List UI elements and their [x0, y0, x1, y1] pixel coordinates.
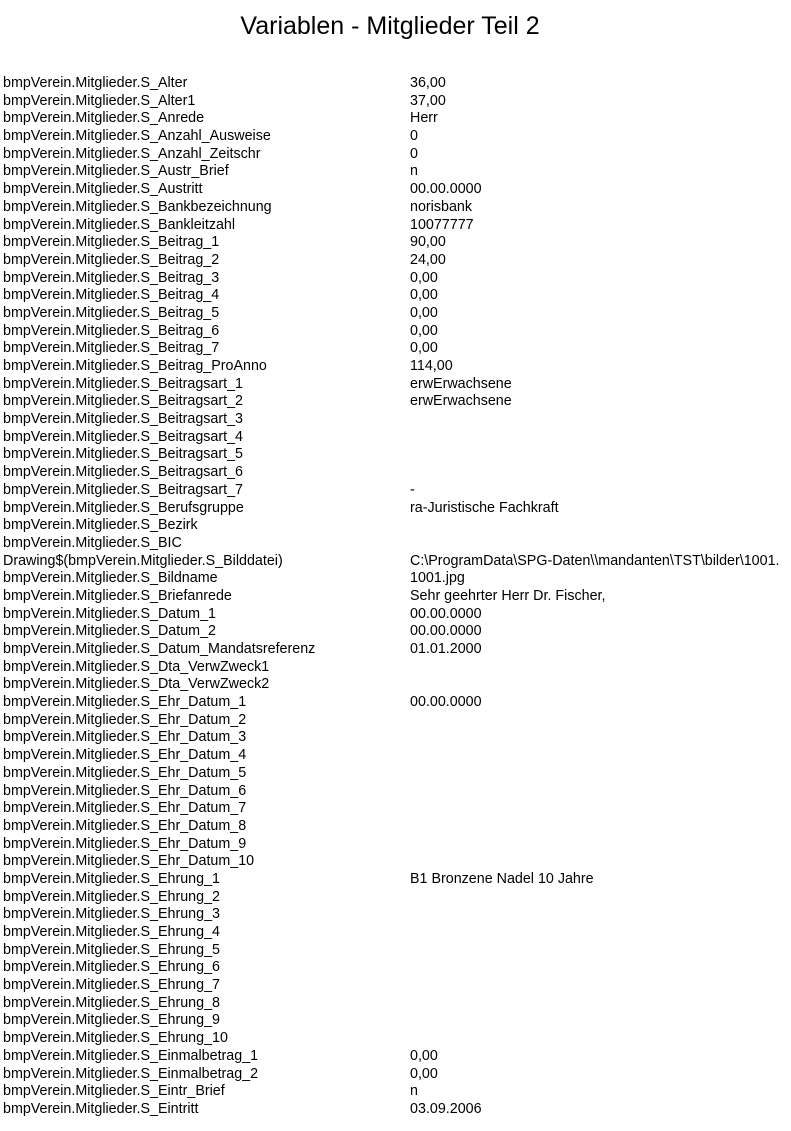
variable-name: bmpVerein.Mitglieder.S_Beitrag_2	[3, 251, 220, 268]
variable-name: bmpVerein.Mitglieder.S_Ehrung_4	[3, 924, 220, 940]
variable-row	[3, 305, 788, 323]
variable-row	[3, 252, 788, 270]
variable-row	[3, 606, 788, 624]
variable-row	[3, 464, 788, 482]
variable-name: bmpVerein.Mitglieder.S_Briefanrede	[3, 587, 232, 604]
variable-name: bmpVerein.Mitglieder.S_Anzahl_Ausweise	[3, 128, 271, 145]
variable-name: bmpVerein.Mitglieder.S_Anrede	[3, 110, 205, 127]
variable-value: 90,00	[410, 234, 446, 251]
variable-name: bmpVerein.Mitglieder.S_Beitragsart_2	[3, 393, 244, 410]
variable-value: 24,00	[410, 251, 446, 268]
variable-name: bmpVerein.Mitglieder.S_Ehrung_5	[3, 941, 220, 958]
variable-value: 0	[410, 145, 418, 162]
variable-value: C:\ProgramData\SPG-Daten\\mandanten\TST\bilder\1001.	[410, 552, 780, 569]
variable-value: n	[410, 163, 418, 180]
variable-row	[3, 234, 788, 252]
variable-name: bmpVerein.Mitglieder.S_Beitrag_1	[3, 234, 220, 251]
variable-value: 10077777	[410, 216, 474, 233]
variable-row	[3, 75, 788, 93]
variable-row	[3, 783, 788, 801]
variable-name: bmpVerein.Mitglieder.S_Bezirk	[3, 517, 198, 534]
variable-name: bmpVerein.Mitglieder.S_Alter1	[3, 92, 196, 109]
variable-name: bmpVerein.Mitglieder.S_Datum_1	[3, 605, 216, 622]
variable-row	[3, 93, 788, 111]
variable-row	[3, 181, 788, 199]
variable-value: erwErwachsene	[410, 393, 512, 410]
variable-name: bmpVerein.Mitglieder.S_Beitrag_4	[3, 287, 220, 304]
variable-row	[3, 588, 788, 606]
variable-row	[3, 853, 788, 871]
variable-name: bmpVerein.Mitglieder.S_Berufsgruppe	[3, 499, 244, 516]
variable-value: norisbank	[410, 198, 472, 215]
variable-name: bmpVerein.Mitglieder.S_Alter	[3, 75, 188, 91]
variable-name: bmpVerein.Mitglieder.S_BIC	[3, 534, 182, 551]
variable-value: 01.01.2000	[410, 641, 482, 657]
variable-row	[3, 1030, 788, 1048]
variable-row	[3, 959, 788, 977]
variable-name: bmpVerein.Mitglieder.S_Ehrung_9	[3, 1012, 220, 1029]
variable-value: 0,00	[410, 322, 438, 339]
variable-value: 00.00.0000	[410, 181, 482, 198]
variable-value: ra-Juristische Fachkraft	[410, 499, 559, 516]
variable-row	[3, 376, 788, 394]
variable-row	[3, 482, 788, 500]
variable-row	[3, 712, 788, 730]
variable-name: bmpVerein.Mitglieder.S_Ehr_Datum_5	[3, 764, 247, 781]
variable-row	[3, 1066, 788, 1084]
variable-value: 36,00	[410, 75, 446, 91]
variable-row	[3, 1012, 788, 1030]
variable-name: Drawing$(bmpVerein.Mitglieder.S_Bilddatei)	[3, 552, 283, 569]
variable-name: bmpVerein.Mitglieder.S_Ehrung_1	[3, 870, 220, 887]
variable-name: bmpVerein.Mitglieder.S_Beitrag_3	[3, 269, 220, 286]
variable-name: bmpVerein.Mitglieder.S_Bankbezeichnung	[3, 198, 272, 215]
variable-name: bmpVerein.Mitglieder.S_Datum_2	[3, 623, 216, 640]
variable-row	[3, 535, 788, 553]
variable-row	[3, 411, 788, 429]
variable-name: bmpVerein.Mitglieder.S_Beitrag_7	[3, 340, 220, 357]
variable-row	[3, 889, 788, 907]
variable-list	[3, 75, 788, 1119]
variable-row	[3, 906, 788, 924]
variable-value: 0,00	[410, 1047, 438, 1064]
variable-name: bmpVerein.Mitglieder.S_Ehr_Datum_10	[3, 853, 255, 870]
variable-name: bmpVerein.Mitglieder.S_Ehrung_10	[3, 1030, 228, 1047]
variable-value: 0,00	[410, 340, 438, 357]
variable-value: 114,00	[410, 358, 453, 374]
variable-name: bmpVerein.Mitglieder.S_Ehr_Datum_2	[3, 711, 247, 728]
variable-value: 03.09.2006	[410, 1100, 482, 1117]
variable-name: bmpVerein.Mitglieder.S_Austr_Brief	[3, 163, 229, 180]
variable-name: bmpVerein.Mitglieder.S_Einmalbetrag_1	[3, 1047, 259, 1064]
variable-name: bmpVerein.Mitglieder.S_Ehrung_6	[3, 959, 220, 976]
variable-row	[3, 146, 788, 164]
variable-value: 00.00.0000	[410, 694, 482, 711]
variable-name: bmpVerein.Mitglieder.S_Beitragsart_6	[3, 464, 244, 481]
variable-row	[3, 199, 788, 217]
variable-row	[3, 1048, 788, 1066]
variable-row	[3, 500, 788, 518]
variable-row	[3, 871, 788, 889]
variable-row	[3, 340, 788, 358]
variable-row	[3, 747, 788, 765]
variable-row	[3, 765, 788, 783]
variable-name: bmpVerein.Mitglieder.S_Ehr_Datum_4	[3, 747, 247, 764]
variable-name: bmpVerein.Mitglieder.S_Einmalbetrag_2	[3, 1065, 259, 1082]
variable-name: bmpVerein.Mitglieder.S_Eintritt	[3, 1100, 199, 1117]
variable-name: bmpVerein.Mitglieder.S_Ehrung_2	[3, 888, 220, 905]
variable-name: bmpVerein.Mitglieder.S_Ehrung_7	[3, 977, 220, 994]
variable-row	[3, 446, 788, 464]
variable-row	[3, 323, 788, 341]
variable-row	[3, 393, 788, 411]
variable-name: bmpVerein.Mitglieder.S_Bankleitzahl	[3, 216, 236, 233]
variable-name: bmpVerein.Mitglieder.S_Dta_VerwZweck1	[3, 658, 270, 675]
variable-value: 0,00	[410, 1065, 438, 1082]
variable-row	[3, 836, 788, 854]
variable-value: n	[410, 1083, 418, 1100]
variable-name: bmpVerein.Mitglieder.S_Beitrag_6	[3, 322, 220, 339]
variable-name: bmpVerein.Mitglieder.S_Beitrag_ProAnno	[3, 358, 267, 374]
variable-value: 1001.jpg	[410, 570, 465, 587]
variable-name: bmpVerein.Mitglieder.S_Beitrag_5	[3, 304, 220, 321]
variable-row	[3, 641, 788, 659]
variable-name: bmpVerein.Mitglieder.S_Ehr_Datum_1	[3, 694, 247, 711]
variable-row	[3, 287, 788, 305]
variable-row	[3, 270, 788, 288]
variable-name: bmpVerein.Mitglieder.S_Ehr_Datum_7	[3, 800, 247, 817]
variable-name: bmpVerein.Mitglieder.S_Beitragsart_3	[3, 411, 244, 428]
variable-row	[3, 217, 788, 235]
variable-name: bmpVerein.Mitglieder.S_Ehrung_8	[3, 994, 220, 1011]
variable-row	[3, 110, 788, 128]
variable-name: bmpVerein.Mitglieder.S_Dta_VerwZweck2	[3, 676, 270, 693]
variable-name: bmpVerein.Mitglieder.S_Beitragsart_1	[3, 375, 244, 392]
variable-row	[3, 924, 788, 942]
variable-value: 37,00	[410, 92, 446, 109]
variable-name: bmpVerein.Mitglieder.S_Anzahl_Zeitschr	[3, 145, 261, 162]
variable-name: bmpVerein.Mitglieder.S_Ehr_Datum_9	[3, 835, 247, 852]
variable-value: B1 Bronzene Nadel 10 Jahre	[410, 870, 594, 887]
variable-row	[3, 694, 788, 712]
variable-value: 0	[410, 128, 418, 145]
variable-name: bmpVerein.Mitglieder.S_Ehr_Datum_3	[3, 729, 247, 746]
variable-value: Sehr geehrter Herr Dr. Fischer,	[410, 587, 606, 604]
variable-row	[3, 995, 788, 1013]
variable-name: bmpVerein.Mitglieder.S_Ehr_Datum_8	[3, 817, 247, 834]
variable-value: -	[410, 481, 415, 498]
variable-row	[3, 676, 788, 694]
variable-value: 0,00	[410, 269, 438, 286]
variable-value: 00.00.0000	[410, 623, 482, 640]
variable-row	[3, 800, 788, 818]
variable-value: 0,00	[410, 304, 438, 321]
variable-row	[3, 128, 788, 146]
variable-name: bmpVerein.Mitglieder.S_Datum_Mandatsreferenz	[3, 641, 316, 657]
variable-row	[3, 659, 788, 677]
variable-name: bmpVerein.Mitglieder.S_Beitragsart_5	[3, 446, 244, 463]
variable-row	[3, 553, 788, 571]
variable-name: bmpVerein.Mitglieder.S_Eintr_Brief	[3, 1083, 225, 1100]
variable-row	[3, 977, 788, 995]
variable-value: 00.00.0000	[410, 605, 482, 622]
variable-row	[3, 1083, 788, 1101]
variable-row	[3, 818, 788, 836]
variable-row	[3, 1101, 788, 1119]
variable-value: erwErwachsene	[410, 375, 512, 392]
variable-name: bmpVerein.Mitglieder.S_Bildname	[3, 570, 218, 587]
variable-value: Herr	[410, 110, 438, 127]
variable-row	[3, 358, 788, 376]
page-title: Variablen - Mitglieder Teil 2	[240, 12, 540, 40]
variable-row	[3, 729, 788, 747]
variable-name: bmpVerein.Mitglieder.S_Austritt	[3, 181, 203, 198]
variable-name: bmpVerein.Mitglieder.S_Beitragsart_7	[3, 481, 244, 498]
variable-name: bmpVerein.Mitglieder.S_Ehr_Datum_6	[3, 782, 247, 799]
variable-row	[3, 570, 788, 588]
variable-row	[3, 163, 788, 181]
variable-name: bmpVerein.Mitglieder.S_Ehrung_3	[3, 906, 220, 923]
variable-name: bmpVerein.Mitglieder.S_Beitragsart_4	[3, 428, 244, 445]
variable-row	[3, 623, 788, 641]
variable-value: 0,00	[410, 287, 438, 304]
variable-row	[3, 942, 788, 960]
variable-row	[3, 429, 788, 447]
variable-row	[3, 517, 788, 535]
